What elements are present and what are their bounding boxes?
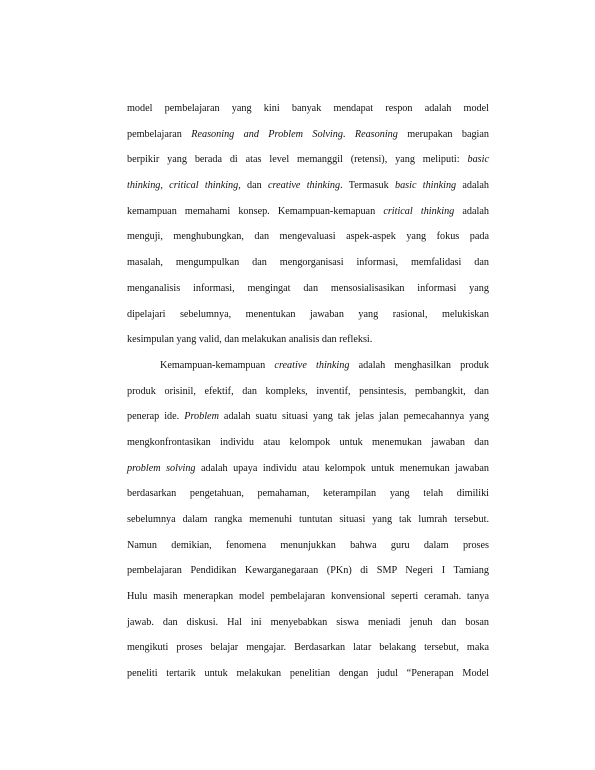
text-segment: Kemampuan-kemampuan: [160, 359, 275, 371]
text-segment: . Termasuk: [340, 180, 395, 192]
text-segment: pembelajaran Pendidikan Kewarganegaraan (PKn) di SMP Negeri I Tamiang: [127, 565, 489, 577]
italic-term: creative thinking: [268, 180, 341, 192]
text-segment: adalah: [456, 180, 489, 192]
text-segment: sebelumnya dalam rangka memenuhi tuntutan situasi yang tak lumrah tersebut.: [127, 514, 489, 525]
text-segment: mengikuti proses belajar mengajar. Berdasarkan latar belakang tersebut, maka: [127, 642, 489, 654]
text-segment: dan: [240, 180, 269, 192]
text-line: [127, 147, 489, 173]
text-line: [127, 584, 489, 610]
text-segment: mengkonfrontasikan individu atau kelompok untuk menemukan jawaban dan: [127, 436, 489, 448]
text-line: [127, 173, 489, 199]
text-segment: Namun demikian, fenomena menunjukkan bahwa guru dalam proses: [127, 539, 489, 551]
text-segment: .: [342, 128, 355, 140]
text-line: [127, 250, 489, 276]
italic-term: basic: [467, 154, 489, 166]
italic-term: creative thinking: [274, 359, 350, 371]
italic-term: thinking, critical thinking,: [127, 180, 241, 192]
text-line: [127, 558, 489, 584]
text-segment: masalah, mengumpulkan dan mengorganisasi informasi, memfalidasi dan: [127, 257, 489, 269]
text-segment: kemampuan memahami konsep. Kemampuan-kemapuan: [127, 205, 384, 217]
text-line: [127, 507, 489, 533]
text-line: [127, 276, 489, 302]
text-line: [127, 122, 489, 148]
italic-term: problem solving: [127, 462, 196, 474]
text-line: [127, 224, 489, 250]
text-segment: adalah: [454, 205, 489, 217]
text-line: [127, 610, 489, 636]
text-line: [127, 430, 489, 456]
text-segment: adalah menghasilkan produk: [349, 359, 489, 371]
italic-term: basic thinking: [394, 180, 457, 192]
text-line: [127, 661, 489, 687]
italic-term: Problem: [184, 411, 219, 423]
text-line: [127, 302, 489, 328]
text-segment: produk orisinil, efektif, dan kompleks, inventif, pensintesis, pembangkit, dan: [127, 385, 489, 397]
text-segment: adalah upaya individu atau kelompok untuk menemukan jawaban: [195, 462, 490, 474]
text-segment: menganalisis informasi, mengingat dan mensosialisasikan informasi yang: [127, 282, 489, 294]
text-line: [127, 456, 489, 482]
text-segment: berdasarkan pengetahuan, pemahaman, keterampilan yang telah dimiliki: [127, 488, 489, 500]
text-line: [127, 533, 489, 559]
text-segment: adalah suatu situasi yang tak jelas jalan pemecahannya yang: [218, 411, 489, 423]
text-segment: Hulu masih menerapkan model pembelajaran konvensional seperti ceramah. tanya: [127, 591, 489, 603]
text-line: [127, 635, 489, 661]
italic-term: Reasoning: [354, 128, 398, 140]
text-segment: berpikir yang berada di atas level memanggil (retensi), yang meliputi:: [127, 154, 468, 166]
text-segment: kesimpulan yang valid, dan melakukan analisis dan refleksi.: [127, 334, 373, 346]
italic-term: Reasoning and Problem Solving: [191, 128, 343, 140]
text-line: [127, 327, 489, 353]
text-segment: menguji, menghubungkan, dan mengevaluasi aspek-aspek yang fokus pada: [127, 231, 489, 243]
text-line: [127, 353, 489, 379]
text-line: [127, 96, 489, 122]
body-text: [127, 96, 489, 687]
italic-term: critical thinking: [383, 205, 455, 217]
text-segment: model pembelajaran yang kini banyak mendapat respon adalah model: [127, 103, 489, 114]
text-segment: pembelajaran: [127, 128, 192, 140]
text-segment: peneliti tertarik untuk melakukan penelitian dengan judul “Penerapan Model: [127, 668, 489, 680]
text-segment: penerap ide.: [127, 411, 185, 423]
text-line: [127, 379, 489, 405]
text-line: [127, 404, 489, 430]
text-line: [127, 199, 489, 225]
text-segment: dipelajari sebelumnya, menentukan jawaban yang rasional, melukiskan: [127, 308, 489, 320]
text-line: [127, 481, 489, 507]
text-segment: merupakan bagian: [397, 128, 490, 140]
text-segment: jawab. dan diskusi. Hal ini menyebabkan siswa meniadi jenuh dan bosan: [127, 616, 489, 628]
